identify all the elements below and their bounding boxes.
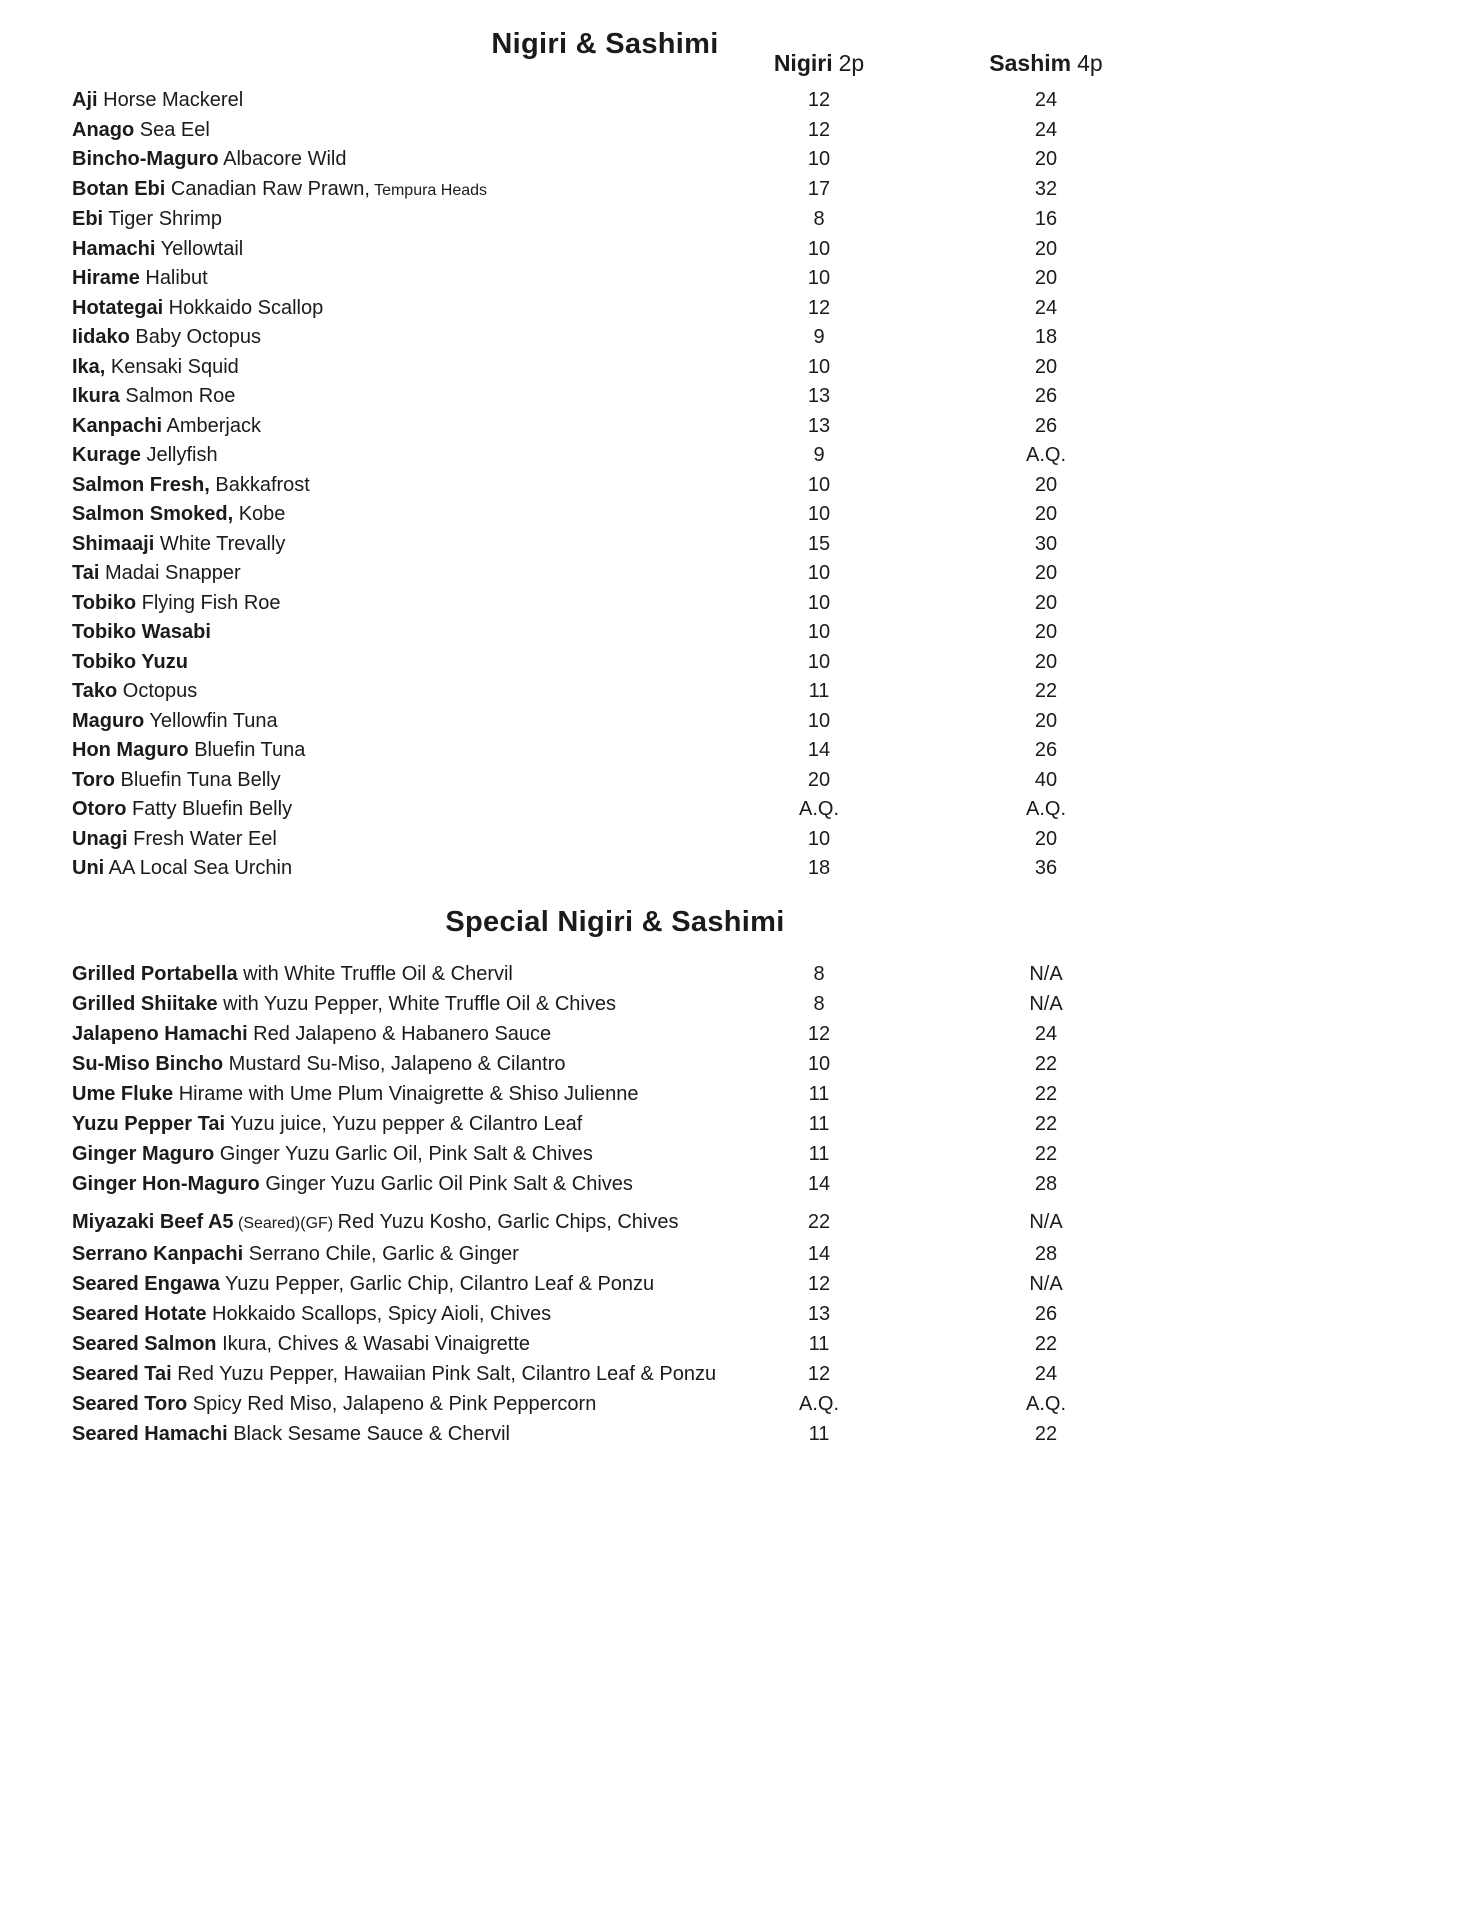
item-description: Baby Octopus <box>129 326 261 348</box>
item-description: Serrano Chile, Garlic & Ginger <box>243 1242 519 1265</box>
column-header-sashimi-qty: 4p <box>1077 50 1103 76</box>
menu-item-row <box>72 441 1412 471</box>
item-description: Bluefin Tuna Belly <box>114 768 281 791</box>
item-sashimi-price: 20 <box>1034 827 1058 850</box>
item-name: Aji <box>72 89 98 111</box>
item-name: Bincho-Maguro <box>72 148 219 170</box>
item-label <box>72 175 784 206</box>
item-label <box>72 1169 784 1199</box>
item-nigiri-price: 10 <box>807 591 831 614</box>
item-label <box>72 1109 784 1139</box>
item-name: Tai <box>72 562 100 584</box>
item-label <box>72 677 784 707</box>
item-sashimi-price: 22 <box>1034 1422 1058 1445</box>
item-name: Ika, <box>72 355 106 378</box>
item-name: Ebi <box>72 208 104 230</box>
item-sashimi-price: N/A <box>1029 992 1063 1015</box>
menu-item-row <box>72 1139 1412 1169</box>
item-label <box>72 235 784 265</box>
special-item-list <box>72 959 1412 1449</box>
item-name: Ikura <box>72 385 120 407</box>
item-nigiri-price: 11 <box>808 1112 830 1135</box>
menu-item-row <box>72 294 1412 324</box>
item-nigiri-price: 9 <box>813 326 825 348</box>
item-sashimi-price: N/A <box>1029 1210 1063 1233</box>
item-description: Albacore Wild <box>218 148 347 170</box>
item-label <box>72 959 784 989</box>
item-label <box>72 589 784 619</box>
menu-item-row <box>72 1169 1412 1199</box>
item-name: Seared Engawa <box>72 1272 220 1295</box>
item-sashimi-price: 26 <box>1034 414 1058 437</box>
item-sashimi-price: 24 <box>1034 296 1058 319</box>
item-description: Red Yuzu Pepper, Hawaiian Pink Salt, Cilantro Leaf & Ponzu <box>171 1362 717 1385</box>
menu-item-row <box>72 205 1412 235</box>
item-name: Toro <box>72 768 115 791</box>
item-label <box>72 1139 784 1169</box>
item-description: Red Yuzu Kosho, Garlic Chips, Chives <box>337 1210 679 1233</box>
item-sashimi-price: 20 <box>1034 562 1058 584</box>
item-label <box>72 989 784 1019</box>
item-nigiri-price: 12 <box>807 89 831 111</box>
item-nigiri-price: 8 <box>813 992 825 1015</box>
item-nigiri-price: 12 <box>807 1362 831 1385</box>
item-nigiri-price: 11 <box>808 1332 830 1355</box>
item-description: Kobe <box>233 503 286 525</box>
item-description: Canadian Raw Prawn, <box>165 177 370 200</box>
menu-item-row <box>72 1269 1412 1299</box>
item-name: Jalapeno Hamachi <box>72 1022 248 1045</box>
item-label <box>72 145 784 175</box>
item-label <box>72 559 784 589</box>
item-description: Hokkaido Scallop <box>163 296 324 319</box>
item-description: Salmon Roe <box>119 385 236 407</box>
item-name: Su-Miso Bincho <box>72 1052 224 1075</box>
item-nigiri-price: 12 <box>807 296 831 319</box>
menu-item-row <box>72 1049 1412 1079</box>
item-sashimi-price: 24 <box>1034 1022 1058 1045</box>
item-description: Hirame with Ume Plum Vinaigrette & Shiso Julienne <box>173 1082 639 1105</box>
item-label <box>72 707 784 737</box>
menu-item-row <box>72 1389 1412 1419</box>
item-label <box>72 205 784 235</box>
item-nigiri-price: 11 <box>808 1082 830 1105</box>
item-name: Ginger Maguro <box>72 1142 215 1165</box>
item-label <box>72 441 784 471</box>
item-description: Jellyfish <box>140 444 218 466</box>
item-nigiri-price: 12 <box>807 118 831 141</box>
item-sashimi-price: 20 <box>1034 148 1058 170</box>
item-description: with Yuzu Pepper, White Truffle Oil & Chives <box>217 992 616 1015</box>
item-description: White Trevally <box>154 532 286 555</box>
menu-item-row <box>72 412 1412 442</box>
item-label <box>72 795 784 825</box>
item-nigiri-price: 10 <box>807 148 831 170</box>
menu-item-row <box>72 1079 1412 1109</box>
item-nigiri-price: 14 <box>807 1172 831 1195</box>
column-header-nigiri <box>773 50 865 77</box>
item-label <box>72 1299 784 1329</box>
item-name: Anago <box>72 118 135 141</box>
item-description: Flying Fish Roe <box>136 591 281 614</box>
item-description: Horse Mackerel <box>97 89 244 111</box>
item-nigiri-price: 10 <box>807 709 831 732</box>
item-sashimi-price: 28 <box>1034 1172 1058 1195</box>
item-nigiri-price: 13 <box>807 1302 831 1325</box>
item-sashimi-price: A.Q. <box>1025 444 1066 466</box>
item-nigiri-price: 12 <box>807 1022 831 1045</box>
item-sashimi-price: A.Q. <box>1025 1392 1066 1415</box>
item-label <box>72 648 784 678</box>
item-sashimi-price: 22 <box>1034 1332 1058 1355</box>
item-nigiri-price: 11 <box>808 1422 830 1445</box>
item-label <box>72 353 784 383</box>
item-sashimi-price: 40 <box>1034 768 1058 791</box>
item-nigiri-price: 11 <box>808 1142 830 1165</box>
item-description: Sea Eel <box>134 118 210 141</box>
column-header-sashimi <box>989 50 1103 77</box>
item-nigiri-price: 22 <box>807 1210 831 1233</box>
item-name: Tako <box>72 680 118 702</box>
item-nigiri-price: 10 <box>807 1052 831 1075</box>
item-description: Red Jalapeno & Habanero Sauce <box>247 1022 552 1045</box>
item-sashimi-price: 20 <box>1034 237 1058 260</box>
item-label <box>72 530 784 560</box>
item-name: Seared Hamachi <box>72 1422 228 1445</box>
item-nigiri-price: 14 <box>807 1242 831 1265</box>
item-description: Halibut <box>139 267 208 289</box>
item-description: Mustard Su-Miso, Jalapeno & Cilantro <box>223 1052 566 1075</box>
item-name: Tobiko <box>72 591 137 614</box>
menu-item-row <box>72 382 1412 412</box>
item-name: Seared Salmon <box>72 1332 217 1355</box>
item-description: Amberjack <box>162 414 261 437</box>
item-description: Black Sesame Sauce & Chervil <box>227 1422 510 1445</box>
item-label <box>72 1389 784 1419</box>
item-description: with White Truffle Oil & Chervil <box>237 962 513 985</box>
item-name: Otoro <box>72 798 127 820</box>
item-sashimi-price: 20 <box>1034 709 1058 732</box>
item-name: Iidako <box>72 326 130 348</box>
item-name: Botan Ebi <box>72 177 166 200</box>
item-label <box>72 412 784 442</box>
item-label <box>72 1019 784 1049</box>
item-label <box>72 86 784 116</box>
item-sashimi-price: 26 <box>1034 385 1058 407</box>
item-description: Ginger Yuzu Garlic Oil, Pink Salt & Chives <box>214 1142 593 1165</box>
item-description: Kensaki Squid <box>105 355 239 378</box>
item-label <box>72 1239 784 1269</box>
item-name: Uni <box>72 857 105 879</box>
item-nigiri-price: 12 <box>807 1272 831 1295</box>
menu-item-row <box>72 116 1412 146</box>
nigiri-sashimi-header <box>72 28 1412 86</box>
menu-item-row <box>72 677 1412 707</box>
item-nigiri-price: 17 <box>807 177 831 200</box>
menu-item-row <box>72 589 1412 619</box>
nigiri-sashimi-item-list <box>72 86 1412 884</box>
item-nigiri-price: 18 <box>807 857 831 879</box>
item-nigiri-price: 10 <box>807 562 831 584</box>
item-name: Maguro <box>72 709 145 732</box>
item-description: Hokkaido Scallops, Spicy Aioli, Chives <box>206 1302 552 1325</box>
item-label <box>72 1207 784 1239</box>
item-name: Grilled Portabella <box>72 962 238 985</box>
item-nigiri-price: 15 <box>807 532 831 555</box>
item-sashimi-price: 22 <box>1034 1082 1058 1105</box>
item-label <box>72 1079 784 1109</box>
item-description: Fresh Water Eel <box>127 827 277 850</box>
item-name: Hirame <box>72 267 140 289</box>
item-label <box>72 500 784 530</box>
item-nigiri-price: 8 <box>813 962 825 985</box>
item-sashimi-price: A.Q. <box>1025 798 1066 820</box>
menu-item-row <box>72 1299 1412 1329</box>
item-name: Hotategai <box>72 296 164 319</box>
item-sashimi-price: 16 <box>1034 208 1058 230</box>
item-nigiri-price: 9 <box>813 444 825 466</box>
item-name: Kurage <box>72 444 141 466</box>
item-nigiri-price: 11 <box>808 680 830 702</box>
menu-item-row <box>72 1109 1412 1139</box>
item-sashimi-price: 20 <box>1034 650 1058 673</box>
menu-item-row <box>72 323 1412 353</box>
item-description: Ginger Yuzu Garlic Oil Pink Salt & Chives <box>259 1172 633 1195</box>
item-label <box>72 382 784 412</box>
item-sashimi-price: 26 <box>1034 1302 1058 1325</box>
column-header-nigiri-label: Nigiri <box>773 50 833 76</box>
menu-item-row <box>72 86 1412 116</box>
menu-item-row <box>72 1419 1412 1449</box>
item-sashimi-price: 24 <box>1034 118 1058 141</box>
item-name: Seared Hotate <box>72 1302 207 1325</box>
item-label <box>72 825 784 855</box>
item-nigiri-price: 10 <box>807 237 831 260</box>
item-sashimi-price: 20 <box>1034 503 1058 525</box>
item-label <box>72 471 784 501</box>
item-name: Shimaaji <box>72 532 155 555</box>
item-description: Yellowfin Tuna <box>144 709 278 732</box>
item-sashimi-price: 26 <box>1034 739 1058 761</box>
item-description: Tiger Shrimp <box>103 208 223 230</box>
item-nigiri-price: 10 <box>807 650 831 673</box>
item-name: Ume Fluke <box>72 1082 174 1105</box>
item-sashimi-price: 20 <box>1034 621 1058 643</box>
item-nigiri-price: 10 <box>807 267 831 289</box>
menu-item-row <box>72 471 1412 501</box>
menu-item-row <box>72 353 1412 383</box>
item-name: Tobiko Yuzu <box>72 650 188 673</box>
item-label <box>72 1049 784 1079</box>
item-name: Salmon Fresh, <box>72 473 210 496</box>
item-name: Hon Maguro <box>72 739 189 761</box>
item-sashimi-price: 32 <box>1034 177 1058 200</box>
column-header-nigiri-qty: 2p <box>838 50 865 76</box>
section-title-nigiri-sashimi: Nigiri & Sashimi <box>491 28 719 60</box>
item-nigiri-price: 10 <box>807 827 831 850</box>
menu-item-row <box>72 1207 1412 1239</box>
menu-item-row <box>72 707 1412 737</box>
item-sashimi-price: 22 <box>1034 680 1058 702</box>
menu-item-row <box>72 530 1412 560</box>
item-sashimi-price: 20 <box>1034 473 1058 496</box>
item-name: Tobiko Wasabi <box>72 621 211 643</box>
item-sashimi-price: 28 <box>1034 1242 1058 1265</box>
item-nigiri-price: A.Q. <box>798 798 839 820</box>
item-description: Madai Snapper <box>99 562 241 584</box>
menu-item-row <box>72 264 1412 294</box>
item-label <box>72 618 784 648</box>
item-label <box>72 294 784 324</box>
item-description: Spicy Red Miso, Jalapeno & Pink Peppercorn <box>187 1392 597 1415</box>
item-nigiri-price: 20 <box>807 768 831 791</box>
item-label <box>72 1419 784 1449</box>
item-name: Salmon Smoked, <box>72 503 234 525</box>
item-description: Ikura, Chives & Wasabi Vinaigrette <box>216 1332 530 1355</box>
item-description: Yuzu Pepper, Garlic Chip, Cilantro Leaf & Ponzu <box>219 1272 655 1295</box>
menu-item-row <box>72 1239 1412 1269</box>
item-description: Fatty Bluefin Belly <box>126 798 293 820</box>
item-name: Serrano Kanpachi <box>72 1242 244 1265</box>
item-name: Seared Toro <box>72 1392 188 1415</box>
item-sashimi-price: 24 <box>1034 89 1058 111</box>
item-nigiri-price: 10 <box>807 473 831 496</box>
column-header-sashimi-label: Sashim <box>989 50 1072 76</box>
item-name: Miyazaki Beef A5 <box>72 1210 234 1233</box>
item-sashimi-price: 22 <box>1034 1142 1058 1165</box>
item-label <box>72 1269 784 1299</box>
menu-item-row <box>72 959 1412 989</box>
item-description: Bluefin Tuna <box>188 739 306 761</box>
item-description: Octopus <box>117 680 198 702</box>
item-sashimi-price: 24 <box>1034 1362 1058 1385</box>
item-label <box>72 854 784 884</box>
item-description: Yuzu juice, Yuzu pepper & Cilantro Leaf <box>225 1112 583 1135</box>
menu-item-row <box>72 559 1412 589</box>
item-sashimi-price: 20 <box>1034 267 1058 289</box>
item-nigiri-price: 10 <box>807 355 831 378</box>
item-nigiri-price: A.Q. <box>798 1392 839 1415</box>
item-nigiri-price: 13 <box>807 385 831 407</box>
item-label <box>72 264 784 294</box>
item-sashimi-price: 36 <box>1034 857 1058 879</box>
menu-item-row <box>72 795 1412 825</box>
item-label <box>72 116 784 146</box>
menu-item-row <box>72 1329 1412 1359</box>
item-note: Tempura Heads <box>369 181 488 199</box>
item-name: Unagi <box>72 827 128 850</box>
item-label <box>72 1329 784 1359</box>
section-title-special: Special Nigiri & Sashimi <box>445 905 785 938</box>
item-description: Bakkafrost <box>209 473 310 496</box>
item-nigiri-price: 8 <box>813 208 825 230</box>
item-name: Seared Tai <box>72 1362 172 1385</box>
item-sashimi-price: 30 <box>1034 532 1058 555</box>
item-sashimi-price: 20 <box>1034 591 1058 614</box>
menu-item-row <box>72 736 1412 766</box>
item-label <box>72 323 784 353</box>
item-nigiri-price: 10 <box>807 503 831 525</box>
item-note: (Seared)(GF) <box>233 1214 338 1232</box>
item-name: Ginger Hon-Maguro <box>72 1172 260 1195</box>
item-name: Grilled Shiitake <box>72 992 218 1015</box>
item-nigiri-price: 10 <box>807 621 831 643</box>
menu-item-row <box>72 854 1412 884</box>
menu-item-row <box>72 500 1412 530</box>
menu-item-row <box>72 618 1412 648</box>
menu-item-row <box>72 1019 1412 1049</box>
menu-item-row <box>72 1359 1412 1389</box>
item-label <box>72 1359 784 1389</box>
menu-item-row <box>72 825 1412 855</box>
menu-item-row <box>72 145 1412 175</box>
menu-item-row <box>72 235 1412 265</box>
item-description: Yellowtail <box>155 237 244 260</box>
item-name: Hamachi <box>72 237 156 260</box>
item-sashimi-price: 22 <box>1034 1112 1058 1135</box>
menu-item-row <box>72 175 1412 206</box>
menu-item-row <box>72 648 1412 678</box>
item-sashimi-price: N/A <box>1029 1272 1063 1295</box>
item-label <box>72 766 784 796</box>
item-nigiri-price: 13 <box>807 414 831 437</box>
item-sashimi-price: 18 <box>1034 326 1058 348</box>
item-name: Yuzu Pepper Tai <box>72 1112 225 1135</box>
item-label <box>72 736 784 766</box>
item-sashimi-price: 20 <box>1034 355 1058 378</box>
item-nigiri-price: 14 <box>807 739 831 761</box>
item-description: AA Local Sea Urchin <box>104 857 293 879</box>
menu-item-row <box>72 766 1412 796</box>
menu-item-row <box>72 989 1412 1019</box>
item-name: Kanpachi <box>72 414 163 437</box>
item-sashimi-price: 22 <box>1034 1052 1058 1075</box>
item-sashimi-price: N/A <box>1029 962 1063 985</box>
